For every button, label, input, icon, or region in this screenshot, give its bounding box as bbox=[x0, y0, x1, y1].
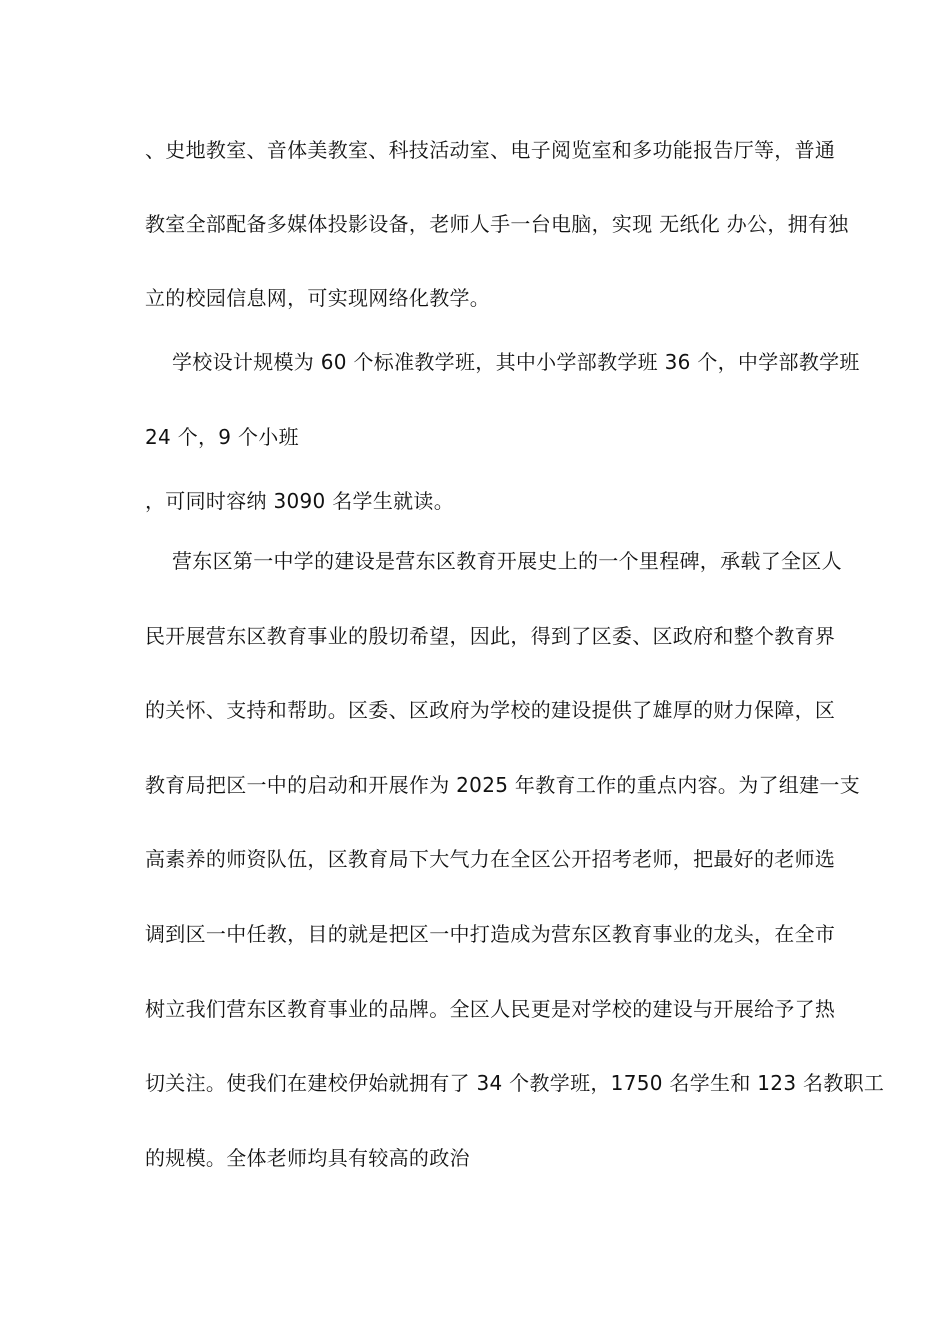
text-line: 高素养的师资队伍，区教育局下大气力在全区公开招考老师，把最好的老师选 bbox=[145, 847, 836, 871]
text-line: 的规模。全体老师均具有较高的政治 bbox=[145, 1146, 470, 1170]
text-line: 民开展营东区教育事业的殷切希望，因此，得到了区委、区政府和整个教育界 bbox=[145, 624, 836, 648]
text-line: 调到区一中任教，目的就是把区一中打造成为营东区教育事业的龙头，在全市 bbox=[145, 922, 836, 946]
text-line: ，可同时容纳 3090 名学生就读。 bbox=[145, 489, 455, 513]
text-line: 教育局把区一中的启动和开展作为 2025 年教育工作的重点内容。为了组建一支 bbox=[145, 773, 861, 797]
paragraph-start-line: 学校设计规模为 60 个标准教学班，其中小学部教学班 36 个，中学部教学班 bbox=[172, 350, 860, 374]
text-line: 、史地教室、音体美教室、科技活动室、电子阅览室和多功能报告厅等，普通 bbox=[145, 138, 836, 162]
text-line: 切关注。使我们在建校伊始就拥有了 34 个教学班，1750 名学生和 123 名教职工 bbox=[145, 1071, 885, 1095]
text-line: 树立我们营东区教育事业的品牌。全区人民更是对学校的建设与开展给予了热 bbox=[145, 997, 836, 1021]
paragraph-start-line: 营东区第一中学的建设是营东区教育开展史上的一个里程碑，承载了全区人 bbox=[172, 549, 842, 573]
text-line: 教室全部配备多媒体投影设备，老师人手一台电脑，实现 无纸化 办公，拥有独 bbox=[145, 212, 849, 236]
text-line: 的关怀、支持和帮助。区委、区政府为学校的建设提供了雄厚的财力保障，区 bbox=[145, 698, 836, 722]
text-line: 24 个，9 个小班 bbox=[145, 425, 299, 449]
text-line: 立的校园信息网，可实现网络化教学。 bbox=[145, 286, 491, 310]
